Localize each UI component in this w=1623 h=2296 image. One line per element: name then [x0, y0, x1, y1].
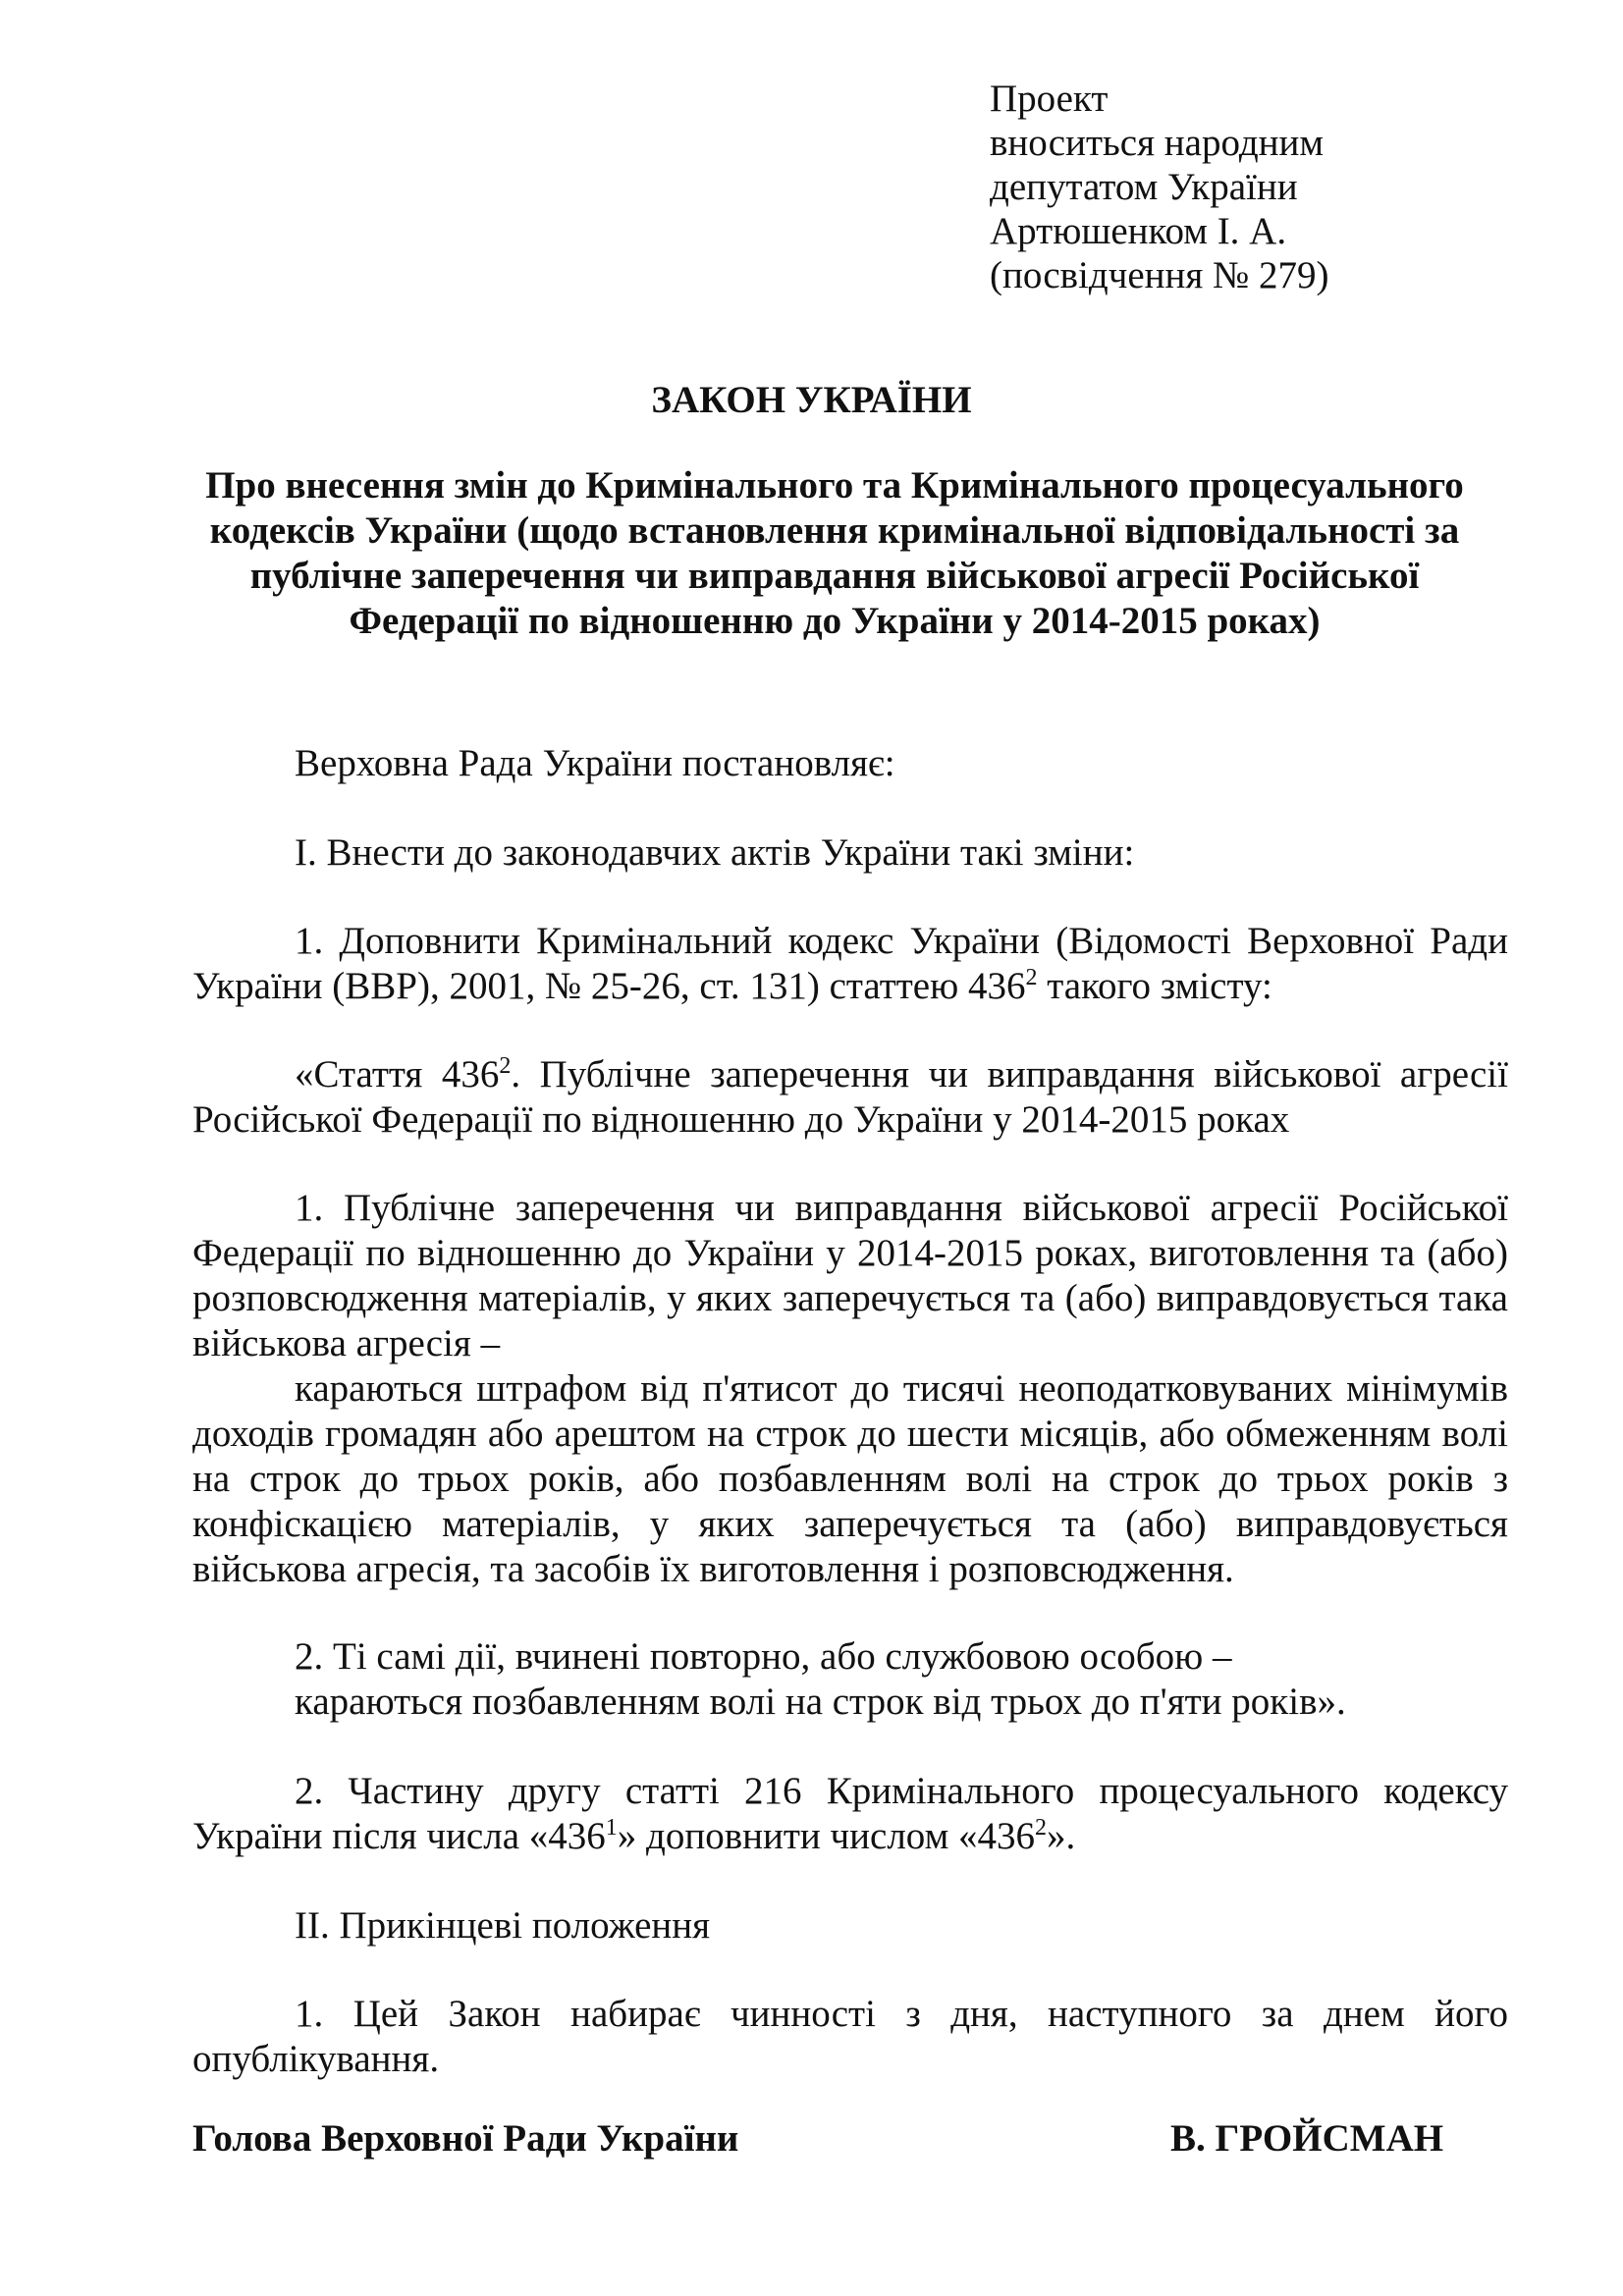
article-penalty: караються позбавленням волі на строк від трьох до п'яти років».	[295, 1681, 1346, 1723]
signature-name: В. ГРОЙСМАН	[1170, 2117, 1444, 2160]
final-provision: 1. Цей Закон набирає чинності з дня, наступного за днем його опублікування.	[192, 1993, 1508, 2080]
preamble: Верховна Рада України постановляє:	[295, 742, 895, 784]
article-penalty: караються штрафом від п'ятисот до тисячі неоподатковуваних мінімумів доходів громадян або арештом на строк до шести місяців, або обмеженням волі на строк до трьох років, або позбавленням волі на строк до трьох років з конфіскацією матеріалів, у яких заперечується та (або) виправдовується військова агресія, та засобів їх виготовлення і розповсюдження.	[192, 1367, 1508, 1590]
law-title: ЗАКОН УКРАЇНИ	[651, 379, 972, 421]
article-heading: «Стаття $436^2$. Публічне заперечення чи виправдання військової агресії Російської Федерації по відношенню до України у 2014-2015 роках	[192, 1053, 1508, 1141]
header-line: депутатом України	[990, 166, 1298, 208]
article-part: 2. Ті самі дії, вчинені повторно, або службовою особою –	[295, 1635, 1232, 1678]
section-heading: І. Внести до законодавчих актів України такі зміни:	[295, 831, 1135, 874]
amendment-paragraph: 2. Частину другу статті 216 Кримінального процесуального кодексу України після числа «$436^1$» доповнити числом «$436^2$».	[192, 1770, 1508, 1857]
section-heading: ІІ. Прикінцеві положення	[295, 1904, 711, 1947]
header-line: Проект	[990, 78, 1109, 120]
article-part: 1. Публічне заперечення чи виправдання військової агресії Російської Федерації по відношенню до України у 2014-2015 роках, виготовлення та (або) розповсюдження матеріалів, у яких заперечується та (або) виправдовується така військова агресія –	[192, 1187, 1508, 1364]
header-line: вноситься народним	[990, 122, 1325, 164]
header-line: (посвідчення № 279)	[990, 254, 1329, 296]
signature-position: Голова Верховної Ради України	[192, 2117, 739, 2160]
header-line: Артюшенком І. А.	[990, 210, 1287, 252]
law-subtitle: Про внесення змін до Кримінального та Кримінального процесуального кодексів України (щодо встановлення кримінальної відповідальності за публічне заперечення чи виправдання військової агресії Російської Федерації по відношенню до України у 2014-2015 роках)	[205, 464, 1464, 642]
bill-header	[990, 77, 1329, 297]
amendment-paragraph: 1. Доповнити Кримінальний кодекс України (Відомості Верховної Ради України (ВВР), 2001, № 25-26, ст. 131) статтею $436^2$ такого змісту:	[192, 920, 1508, 1007]
